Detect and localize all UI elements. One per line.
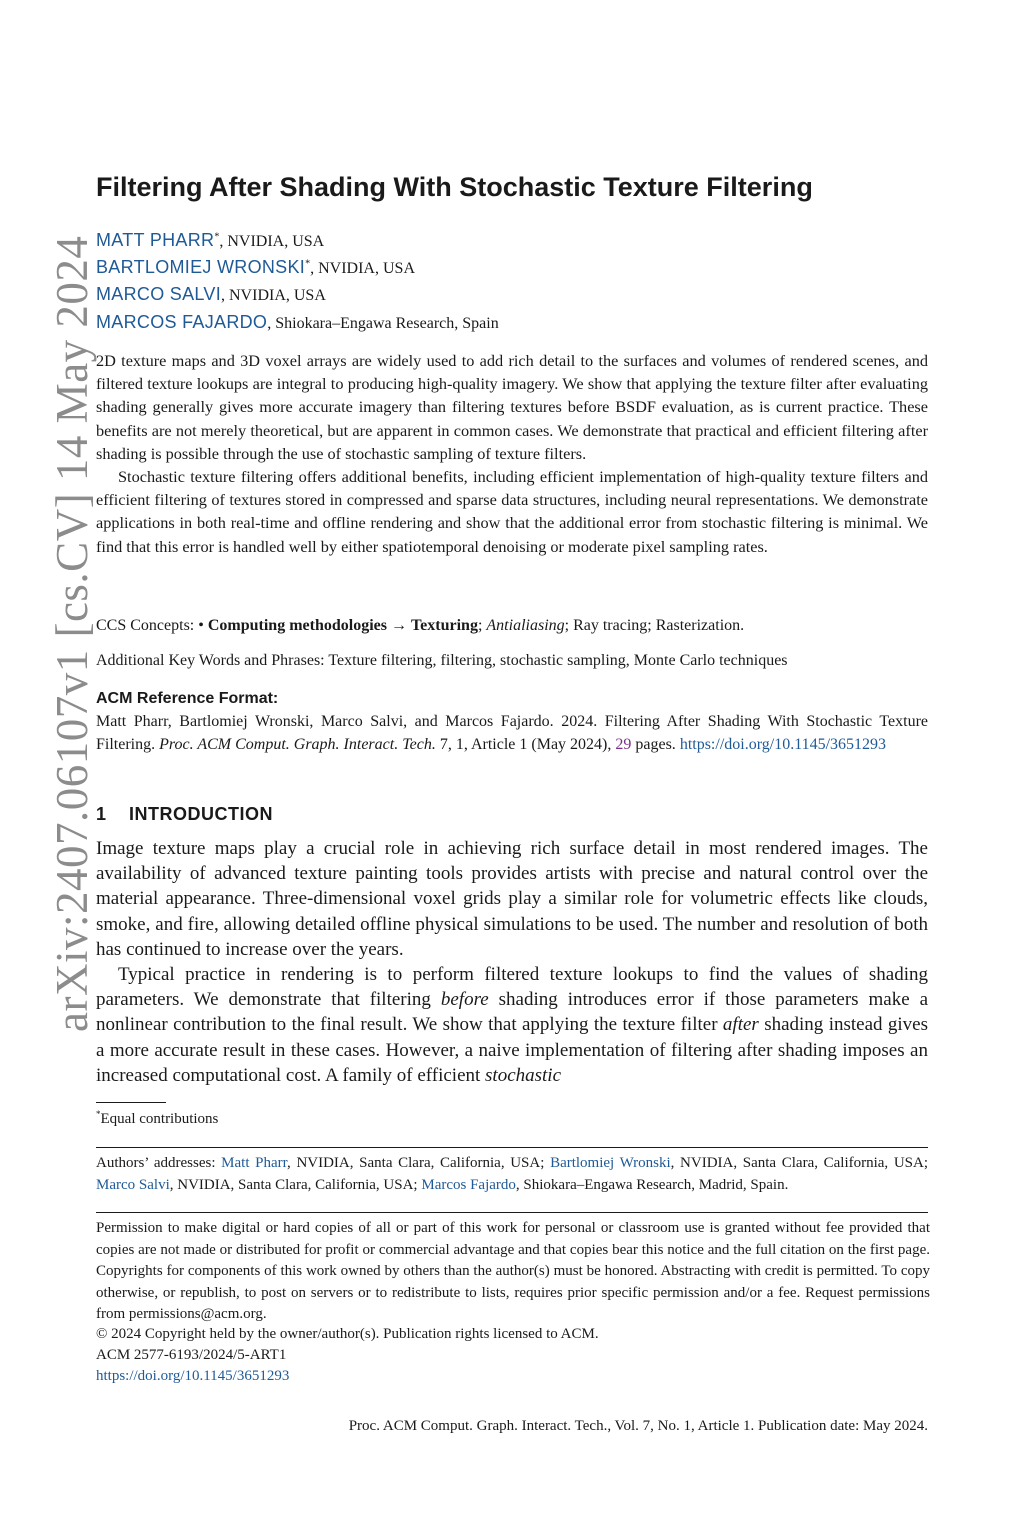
intro-emphasis: stochastic (485, 1064, 562, 1086)
ccs-concept: Computing methodologies (207, 617, 387, 634)
acm-reference (96, 687, 928, 756)
address-author-link[interactable]: Bartlomiej Wronski (550, 1155, 671, 1171)
author-affiliation: , NVIDIA, USA (221, 287, 326, 304)
section-heading (96, 804, 273, 825)
address-author-link[interactable]: Matt Pharr (221, 1155, 288, 1171)
equal-contribution-mark: * (305, 258, 311, 270)
intro-text: shading introduces error if those parameters make a nonlinear contribution to the final result. We show that applying the texture filter (96, 989, 929, 1036)
ccs-label: CCS Concepts: • (96, 617, 204, 634)
divider (96, 1212, 928, 1213)
abstract-paragraph: Stochastic texture filtering offers additional benefits, including efficient implementation of high-quality texture filters and efficient filtering of textures stored in compressed and sparse data structures, including neural representations. We demonstrate applications in both real-time and offline rendering and show that the additional error from stochastic filtering is minimal. We find that this error is handled well by either spatiotemporal denoising or moderate pixel sampling rates. (96, 467, 928, 556)
addresses-label: Authors’ addresses: (96, 1155, 216, 1171)
acm-reference-pages-suffix: pages. (635, 736, 676, 753)
acm-reference-heading: ACM Reference Format: (96, 690, 279, 707)
author-affiliation: , NVIDIA, USA (310, 260, 415, 277)
author-affiliation: , Shiokara–Engawa Research, Spain (267, 315, 499, 332)
author-affiliation: , NVIDIA, USA (219, 233, 325, 250)
ccs-concepts (96, 617, 744, 635)
ccs-rest: ; Ray tracing; Rasterization. (564, 617, 745, 634)
introduction-body (96, 836, 928, 1088)
acm-reference-venue: Proc. ACM Comput. Graph. Interact. Tech. (159, 736, 436, 753)
doi-link[interactable]: https://doi.org/10.1145/3651293 (679, 736, 887, 753)
intro-emphasis: after (722, 1014, 759, 1036)
author-1 (96, 230, 324, 251)
acm-reference-volume: 7, 1, Article 1 (May 2024), (439, 736, 612, 753)
abstract-paragraph: 2D texture maps and 3D voxel arrays are widely used to add rich detail to the surfaces and volumes of rendered scenes, and filtered texture lookups are integral to producing high-quality imagery. We show that applying the texture filter after evaluating shading generally gives more accurate imagery than filtering textures before BSDF evaluation, as is current practice. These benefits are not merely theoretical, but are apparent in common cases. We demonstrate that practical and efficient filtering after shading is possible through the use of stochastic sampling of texture filters. (96, 351, 928, 463)
address-affiliation: , Shiokara–Engawa Research, Madrid, Spain. (515, 1176, 789, 1193)
author-name[interactable]: MARCOS FAJARDO (96, 312, 268, 332)
author-2 (96, 257, 415, 278)
paper-title: Filtering After Shading With Stochastic Texture Filtering (96, 172, 813, 202)
ccs-arrow: → (390, 617, 407, 634)
address-affiliation: , NVIDIA, Santa Clara, California, USA; (287, 1155, 545, 1171)
address-affiliation: , NVIDIA, Santa Clara, California, USA; (670, 1155, 929, 1171)
arxiv-stamp: arXiv:2407.06107v1 [cs.CV] 14 May 2024 (47, 235, 97, 1032)
address-author-link[interactable]: Marco Salvi (96, 1176, 170, 1193)
intro-text: Typical practice in rendering is to perform filtered texture lookups to find the values of shading parameters. We demonstrate that filtering (96, 964, 928, 1011)
section-title: INTRODUCTION (129, 804, 273, 824)
permission-notice: Permission to make digital or hard copies of all or part of this work for personal or classroom use is granted without fee provided that copies are not made or distributed for profit or commercial advantage and that copies bear this notice and the full citation on the first page. Copyrights for components of this work owned by others than the author(s) must be honored. Abstracting with credit is permitted. To copy otherwise, or republish, to post on servers or to redistribute to lists, requires prior specific permission and/or a fee. Request permissions from permissions@acm.org. (96, 1220, 930, 1322)
footnote-rule (96, 1102, 166, 1103)
page-footer: Proc. ACM Comput. Graph. Interact. Tech., Vol. 7, No. 1, Article 1. Publication date: May 2024. (348, 1418, 928, 1434)
author-4 (96, 312, 499, 333)
keywords: Additional Key Words and Phrases: Texture filtering, filtering, stochastic sampling, Monte Carlo techniques (96, 652, 788, 669)
footnote-mark: * (96, 1109, 101, 1119)
acm-id: ACM 2577-6193/2024/5-ART1 (96, 1347, 287, 1363)
acm-reference-text (96, 710, 928, 756)
ccs-topic: Texturing (410, 617, 478, 634)
footnote (96, 1109, 218, 1128)
intro-paragraph: Image texture maps play a crucial role in achieving rich surface detail in most rendered images. The availability of advanced texture painting tools provides artists with precise and natural control over the material appearance. Three-dimensional voxel grids play a similar role for volumetric effects like clouds, smoke, and fire, allowing detailed offline physical simulations to be used. The number and resolution of both has continued to increase over the years. (96, 838, 928, 960)
section-number: 1 (96, 804, 107, 824)
footnote-text: Equal contributions (100, 1111, 219, 1127)
copyright-notice: © 2024 Copyright held by the owner/author(s). Publication rights licensed to ACM. (96, 1326, 599, 1342)
doi-footer-link[interactable]: https://doi.org/10.1145/3651293 (96, 1368, 290, 1384)
intro-text: shading instead gives a more accurate result in these cases. However, a naive implementation of filtering after shading imposes an increased computational cost. A family of efficient (96, 1014, 929, 1086)
author-name[interactable]: MARCO SALVI (96, 284, 221, 304)
intro-paragraph (96, 962, 928, 1088)
acm-reference-authors: Matt Pharr, Bartlomiej Wronski, Marco Salvi, and Marcos Fajardo. 2024. Filtering After Shading With Stochastic Texture Filtering. (96, 713, 928, 753)
author-3 (96, 284, 326, 305)
author-addresses (96, 1153, 928, 1196)
address-affiliation: , NVIDIA, Santa Clara, California, USA; (169, 1176, 418, 1193)
equal-contribution-mark: * (214, 231, 220, 243)
author-name[interactable]: MATT PHARR (96, 230, 215, 250)
author-name[interactable]: BARTLOMIEJ WRONSKI (96, 257, 306, 277)
address-author-link[interactable]: Marcos Fajardo (421, 1176, 516, 1193)
ccs-italic: Antialiasing (486, 617, 565, 634)
page-count-link[interactable]: 29 (615, 736, 632, 753)
ccs-separator: ; (477, 617, 483, 634)
intro-emphasis: before (440, 989, 489, 1011)
divider (96, 1147, 928, 1148)
abstract (96, 349, 928, 558)
